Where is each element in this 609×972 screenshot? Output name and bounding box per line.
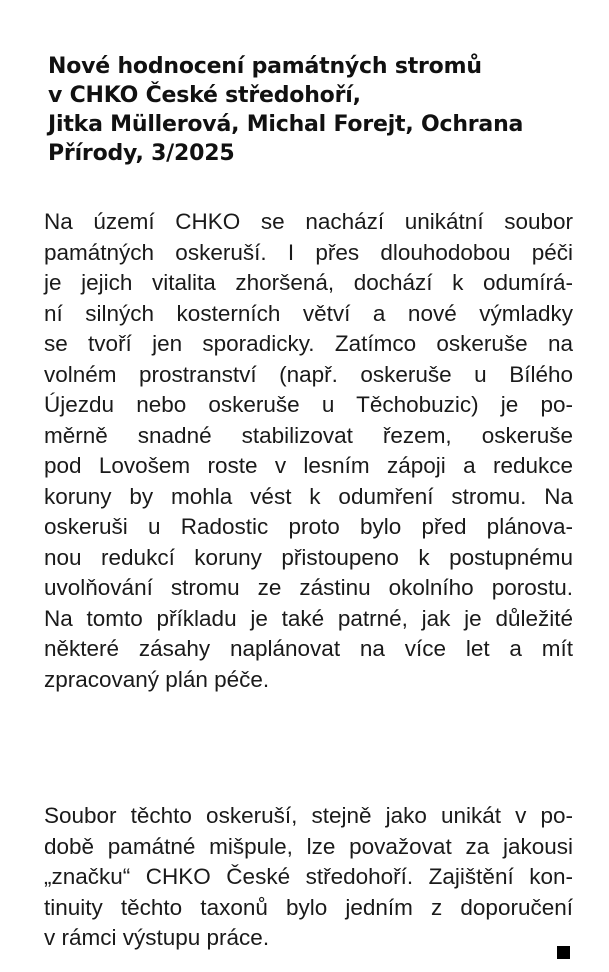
text-line: koruny by mohla vést k odumření stromu. Na bbox=[44, 483, 573, 509]
text-line: nou redukcí koruny přistoupeno k postupnému bbox=[44, 544, 573, 570]
title-line: Nové hodnocení památných stromů bbox=[48, 54, 482, 79]
text-line: ní silných kosterních větví a nové výmladky bbox=[44, 300, 573, 326]
text-line: uvolňování stromu ze zástinu okolního porostu. bbox=[44, 575, 573, 600]
article-title bbox=[48, 52, 588, 168]
paragraph-2 bbox=[44, 801, 573, 954]
text-line: Na území CHKO se nachází unikátní soubor bbox=[44, 209, 573, 234]
text-line: Soubor těchto oskeruší, stejně jako unikát v po- bbox=[44, 803, 573, 828]
black-square-icon bbox=[557, 946, 570, 959]
text-line: Na tomto příkladu je také patrné, jak je důležité bbox=[44, 605, 573, 631]
text-line: památných oskeruší. I přes dlouhodobou péči bbox=[44, 239, 573, 265]
text-line: Újezdu nebo oskeruše u Těchobuzic) je po- bbox=[44, 392, 573, 417]
title-line: Jitka Müllerová, Michal Forejt, Ochrana bbox=[48, 112, 524, 137]
text-line: měrně snadné stabilizovat řezem, oskeruše bbox=[44, 422, 573, 448]
text-line: době památné mišpule, lze považovat za jakousi bbox=[44, 833, 573, 859]
paragraph-1 bbox=[44, 207, 573, 695]
title-line: v CHKO České středohoří, bbox=[48, 83, 361, 108]
title-line: Přírody, 3/2025 bbox=[48, 141, 235, 166]
text-line: „značku“ CHKO České středohoří. Zajištění kon- bbox=[44, 864, 573, 889]
text-line: oskeruši u Radostic proto bylo před plánova- bbox=[44, 514, 573, 539]
text-line: zpracovaný plán péče. bbox=[44, 666, 270, 692]
text-line: se tvoří jen sporadicky. Zatímco oskeruše na bbox=[44, 331, 573, 356]
text-line: volném prostranství (např. oskeruše u Bílého bbox=[44, 361, 573, 387]
text-line: tinuity těchto taxonů bylo jedním z doporučení bbox=[44, 894, 573, 920]
text-line: pod Lovošem roste v lesním zápoji a redukce bbox=[44, 453, 573, 478]
text-line: v rámci výstupu práce. bbox=[44, 925, 270, 950]
text-line: je jejich vitalita zhoršená, dochází k odumírá- bbox=[44, 270, 573, 295]
text-line: některé zásahy naplánovat na více let a mít bbox=[44, 636, 573, 661]
